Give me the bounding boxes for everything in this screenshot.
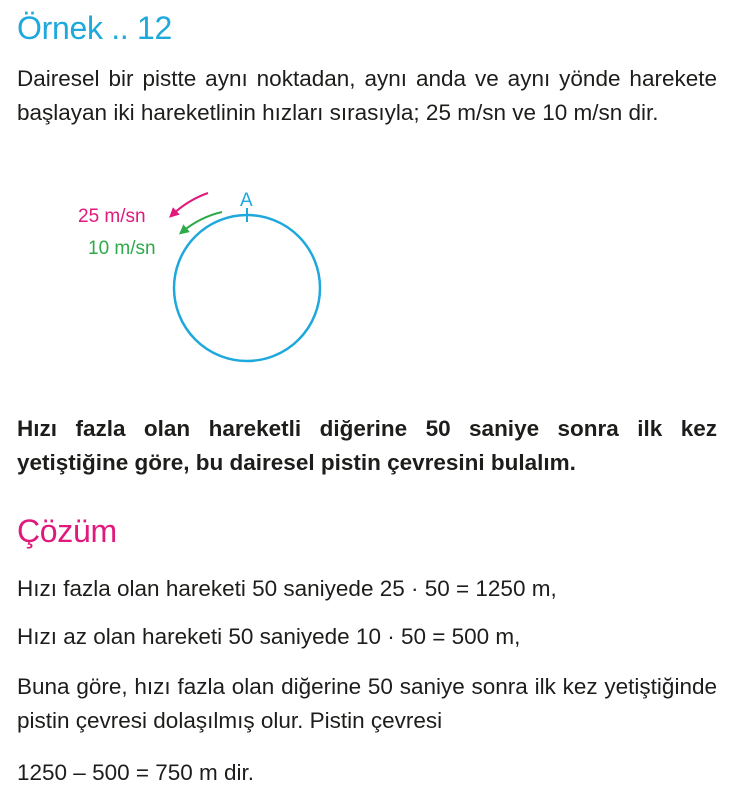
solution-title: Çözüm — [17, 513, 117, 549]
solution-line-2: Hızı az olan hareketi 50 saniyede 10 · 50 = 500 m, — [17, 624, 521, 649]
fast-speed-label: 25 m/sn — [78, 206, 146, 227]
problem-text: Dairesel bir pistte aynı noktadan, aynı anda ve aynı yönde harekete başlayan iki hareketlinin hızları sırasıyla; 25 m/sn ve 10 m/sn dir. — [17, 66, 717, 125]
slow-speed-label: 10 m/sn — [88, 238, 156, 259]
question-text: Hızı fazla olan hareketli diğerine 50 saniye sonra ilk kez yetiştiğine göre, bu dairesel pistin çevresini bulalım. — [17, 416, 717, 475]
solution-line-3: 1250 – 500 = 750 m dir. — [17, 760, 255, 785]
solution-paragraph: Buna göre, hızı fazla olan diğerine 50 saniye sonra ilk kez yetiştiğinde pistin çevresi dolaşılmış olur. Pistin çevresi — [17, 674, 717, 733]
point-a-label: A — [240, 190, 253, 211]
example-title: Örnek .. 12 — [17, 10, 172, 46]
solution-line-1: Hızı fazla olan hareketi 50 saniyede 25 · 50 = 1250 m, — [17, 576, 557, 601]
track-circle — [174, 215, 320, 361]
fast-arrow — [172, 193, 208, 215]
circular-track-figure — [60, 180, 360, 380]
